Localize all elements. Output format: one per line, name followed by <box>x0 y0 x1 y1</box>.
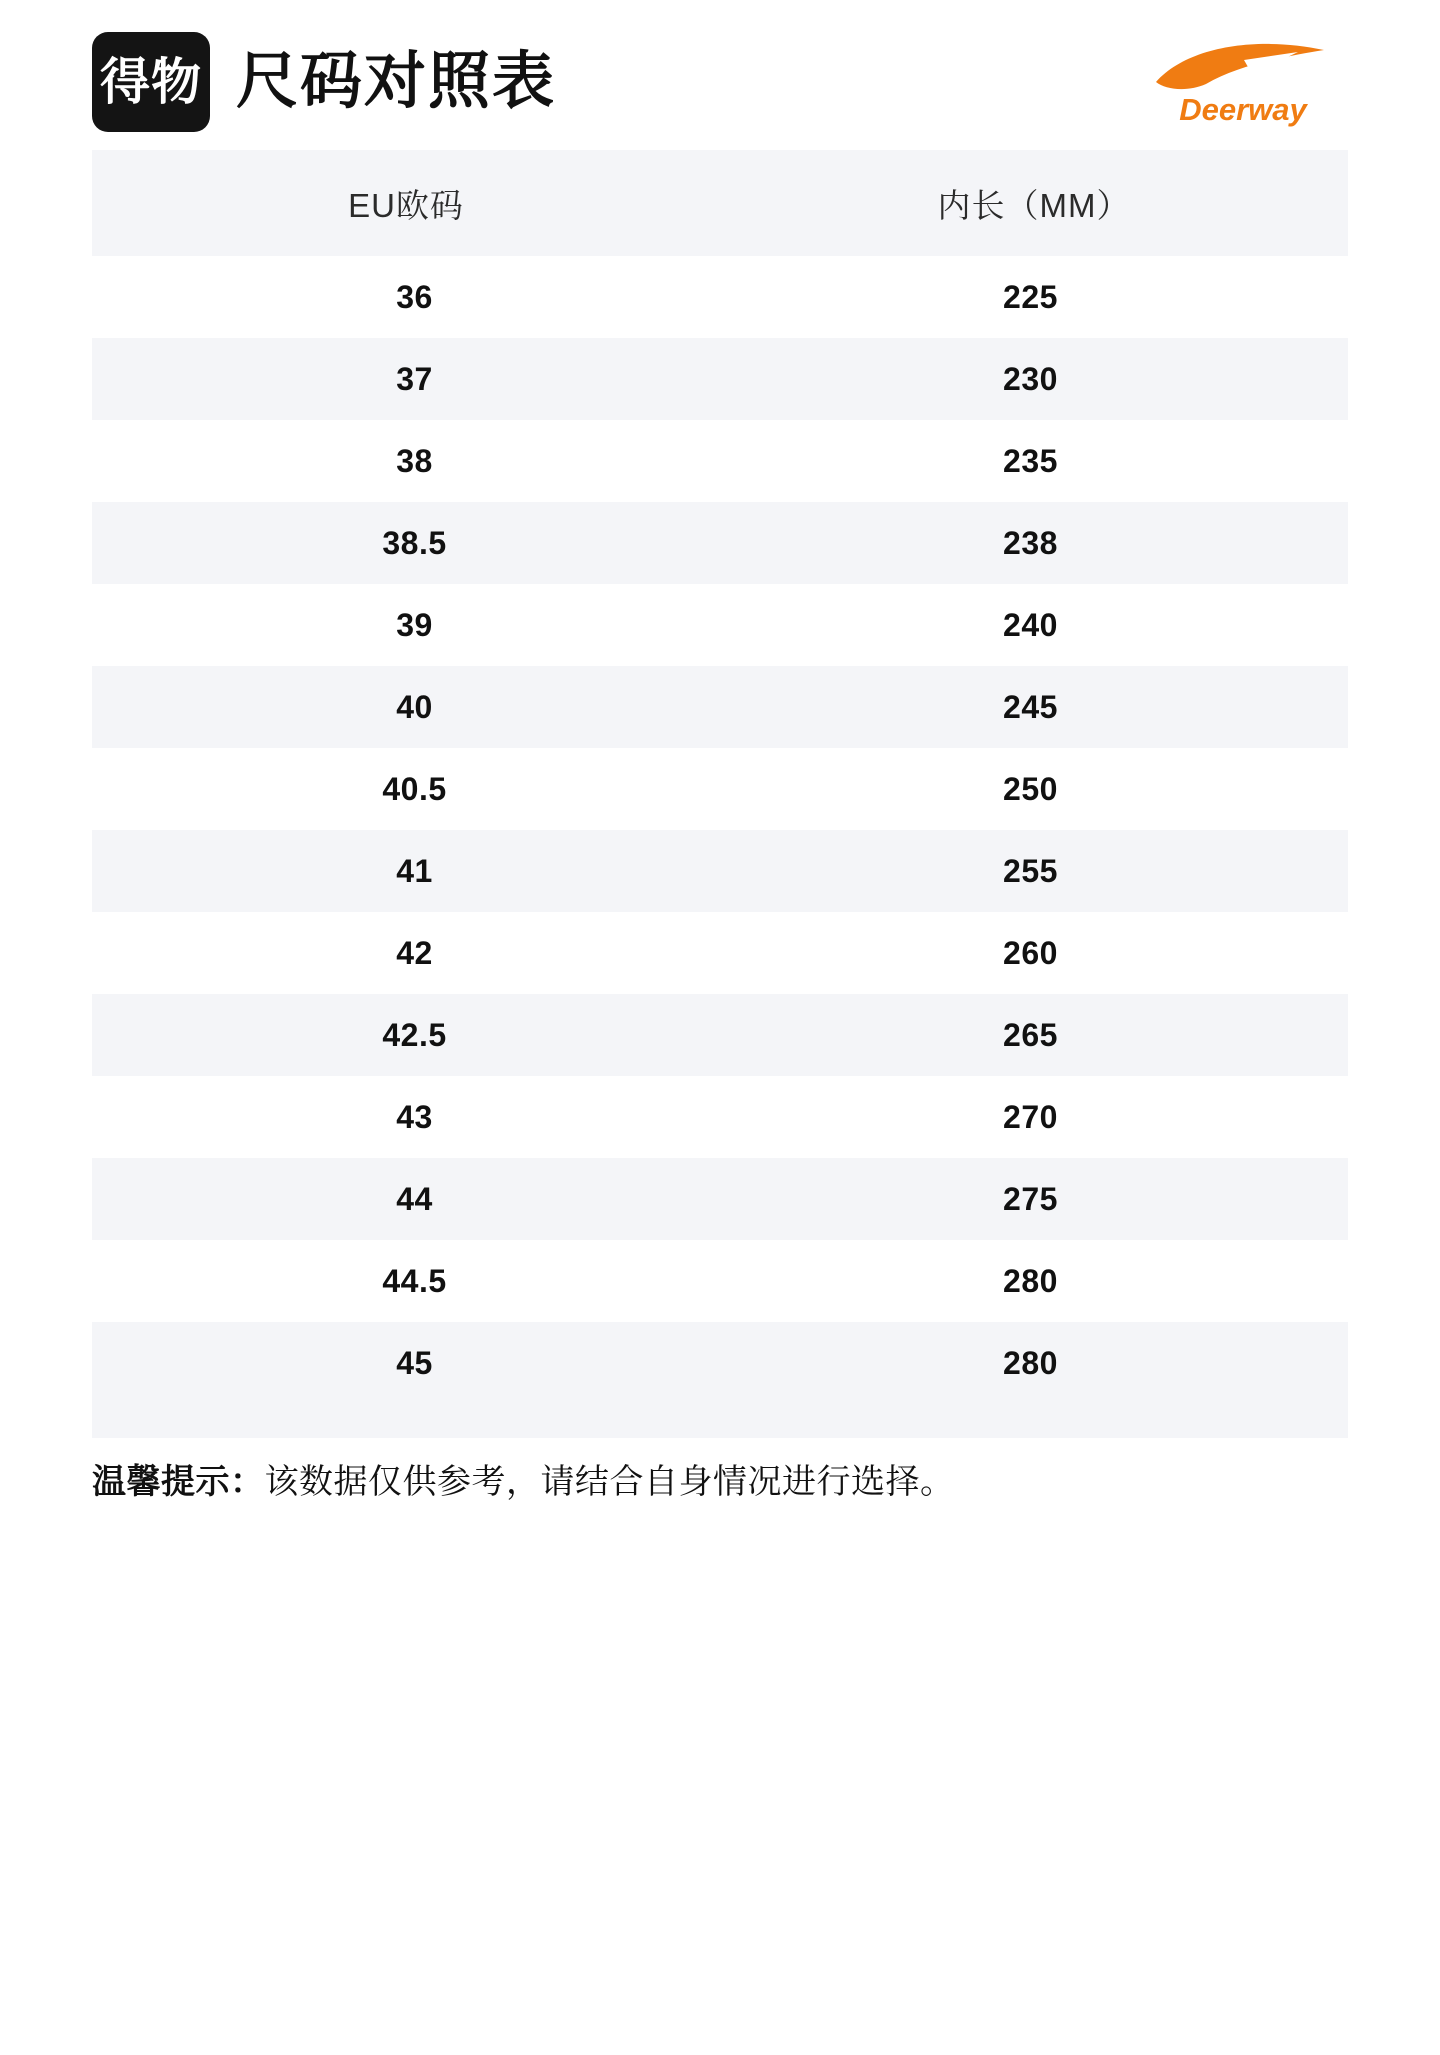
table-row <box>92 1076 1348 1158</box>
cell-eu-size: 43 <box>92 1076 720 1158</box>
table-row <box>92 912 1348 994</box>
cell-inner-length: 240 <box>720 584 1348 666</box>
table-row <box>92 502 1348 584</box>
table-body <box>92 256 1348 1404</box>
table-row <box>92 994 1348 1076</box>
deerway-logo-text: Deerway <box>1179 91 1307 127</box>
cell-eu-size: 38.5 <box>92 502 720 584</box>
cell-eu-size: 44 <box>92 1158 720 1240</box>
cell-eu-size: 39 <box>92 584 720 666</box>
cell-inner-length: 280 <box>720 1240 1348 1322</box>
cell-inner-length: 280 <box>720 1322 1348 1404</box>
cell-inner-length: 265 <box>720 994 1348 1076</box>
cell-inner-length: 225 <box>720 256 1348 338</box>
page-header <box>92 0 1348 150</box>
table-row <box>92 1158 1348 1240</box>
column-header-eu: EU欧码 <box>92 150 720 256</box>
table-row <box>92 748 1348 830</box>
cell-eu-size: 40.5 <box>92 748 720 830</box>
cell-eu-size: 40 <box>92 666 720 748</box>
brand-badge-label: 得物 <box>100 54 202 110</box>
cell-eu-size: 42 <box>92 912 720 994</box>
table-bottom-padding <box>92 1404 1348 1438</box>
page-title: 尺码对照表 <box>236 47 557 116</box>
table-row <box>92 1322 1348 1404</box>
cell-eu-size: 37 <box>92 338 720 420</box>
table-row <box>92 666 1348 748</box>
cell-inner-length: 275 <box>720 1158 1348 1240</box>
brand-badge <box>92 32 210 132</box>
cell-inner-length: 260 <box>720 912 1348 994</box>
table-row <box>92 584 1348 666</box>
cell-eu-size: 38 <box>92 420 720 502</box>
footer-note <box>92 1460 1348 1504</box>
table-row <box>92 256 1348 338</box>
footer-note-label: 温馨提示： <box>92 1463 265 1501</box>
cell-eu-size: 36 <box>92 256 720 338</box>
table-head <box>92 150 1348 256</box>
footer-note-body: 该数据仅供参考，请结合自身情况进行选择。 <box>264 1463 955 1501</box>
cell-eu-size: 45 <box>92 1322 720 1404</box>
table-row <box>92 338 1348 420</box>
size-chart-table <box>92 150 1348 1404</box>
cell-inner-length: 250 <box>720 748 1348 830</box>
cell-inner-length: 245 <box>720 666 1348 748</box>
cell-eu-size: 44.5 <box>92 1240 720 1322</box>
table-row <box>92 830 1348 912</box>
cell-eu-size: 41 <box>92 830 720 912</box>
cell-inner-length: 238 <box>720 502 1348 584</box>
deerway-swoosh-icon <box>1148 40 1338 92</box>
cell-eu-size: 42.5 <box>92 994 720 1076</box>
table-header-row <box>92 150 1348 256</box>
column-header-length: 内长（MM） <box>720 150 1348 256</box>
table-row <box>92 1240 1348 1322</box>
cell-inner-length: 270 <box>720 1076 1348 1158</box>
deerway-logo <box>1138 40 1348 125</box>
cell-inner-length: 255 <box>720 830 1348 912</box>
table-row <box>92 420 1348 502</box>
cell-inner-length: 235 <box>720 420 1348 502</box>
cell-inner-length: 230 <box>720 338 1348 420</box>
